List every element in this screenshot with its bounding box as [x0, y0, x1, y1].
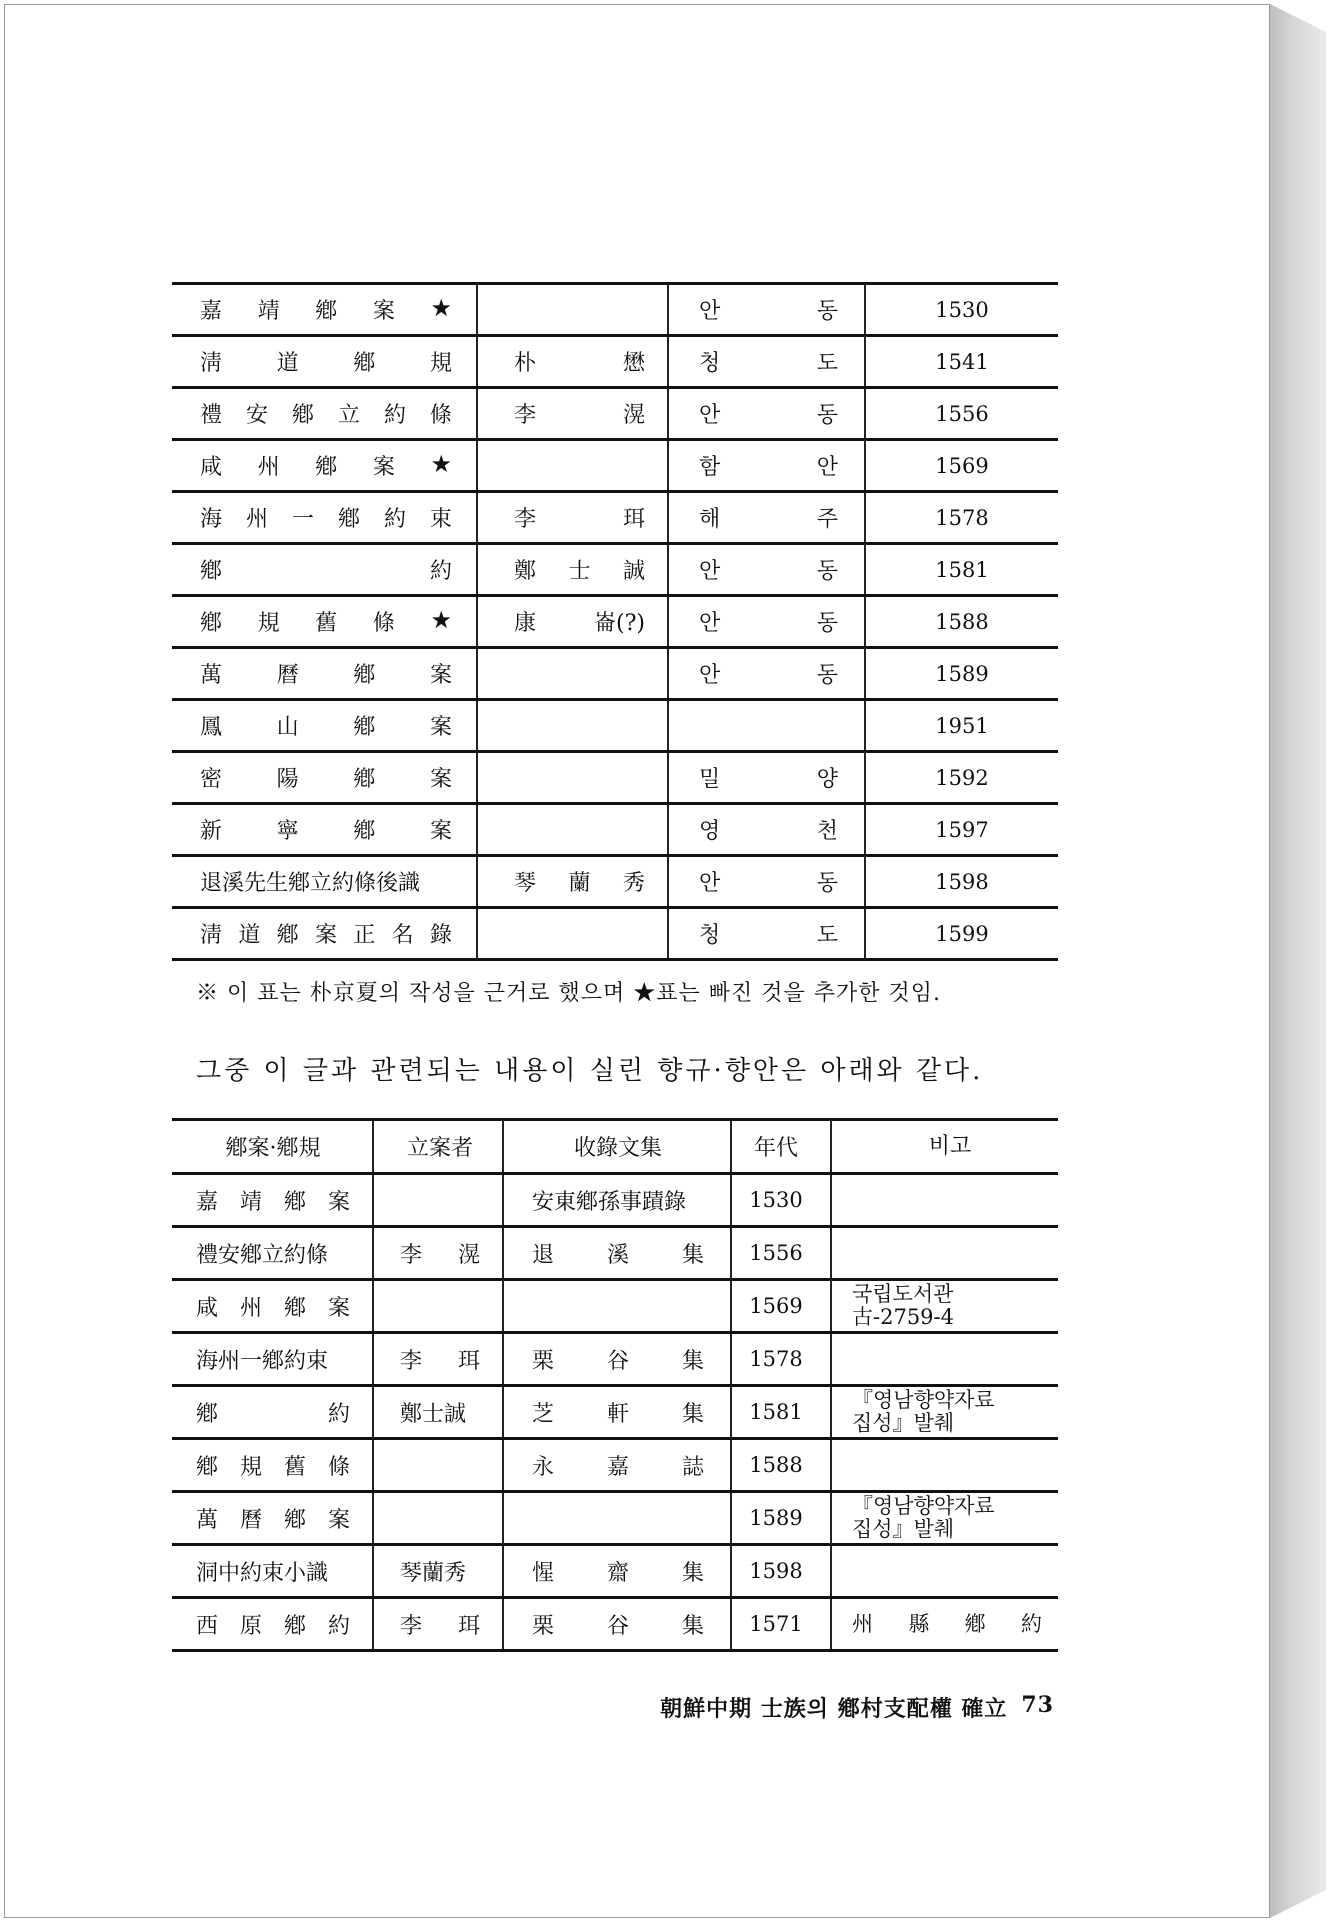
collection-cell [502, 1493, 730, 1543]
title-cell-char: ★ [430, 294, 452, 322]
title-cell [172, 805, 476, 854]
table-row [172, 542, 1058, 594]
year-cell: 1530 [730, 1175, 830, 1225]
title-cell-char: 退溪先生鄕立約條後識 [200, 871, 421, 896]
title-cell-char: 鄕 [353, 715, 376, 740]
author-cell [476, 701, 667, 750]
year-cell: 1588 [730, 1440, 830, 1490]
region-cell-char: 안 [816, 455, 838, 480]
region-cell [667, 493, 864, 542]
region-cell [667, 753, 864, 802]
author-cell-char: 士 [568, 559, 591, 584]
region-cell-char: 밀 [699, 767, 721, 792]
year-cell: 1598 [730, 1546, 830, 1596]
year-cell: 1581 [730, 1387, 830, 1437]
title-cell [172, 1175, 372, 1225]
table-row [172, 1384, 1058, 1437]
author-cell [476, 857, 667, 906]
collection-cell-char: 溪 [606, 1242, 629, 1268]
title-cell-char: 約 [429, 559, 452, 584]
remark-cell [830, 1281, 1058, 1331]
region-cell-char: 안 [699, 871, 721, 896]
title-cell-char: 規 [239, 1454, 262, 1480]
region-cell [667, 857, 864, 906]
collection-cell-char: 谷 [606, 1348, 629, 1374]
title-cell-char: 鄕 [276, 923, 299, 948]
title-cell [172, 1387, 372, 1437]
region-cell-char: 청 [699, 923, 721, 948]
remark-cell-char: 州 [852, 1611, 873, 1636]
table-row [172, 594, 1058, 646]
title-cell-char: 咸 [196, 1295, 219, 1321]
title-cell [172, 545, 476, 594]
author-cell [476, 441, 667, 490]
region-cell-char: 동 [816, 559, 838, 584]
title-cell-char: 規 [429, 351, 452, 376]
author-cell-char: 琴蘭秀 [400, 1560, 467, 1586]
author-cell-char: 琴 [514, 871, 537, 896]
region-cell-char: 동 [816, 663, 838, 688]
remark-line: 집성』발췌 [852, 1411, 955, 1435]
region-cell-char: 양 [816, 767, 838, 792]
title-cell-char: 州 [239, 1295, 262, 1321]
table-row [172, 802, 1058, 854]
title-cell-char: 新 [200, 819, 223, 844]
remark-cell [830, 1175, 1058, 1225]
title-cell-char: 禮安鄕立約條 [196, 1242, 329, 1268]
title-cell-char: 鄕 [283, 1295, 306, 1321]
table-row [172, 1225, 1058, 1278]
collection-cell-char: 集 [681, 1242, 704, 1268]
table-row [172, 386, 1058, 438]
title-cell [172, 1228, 372, 1278]
table-row [172, 438, 1058, 490]
table-row [172, 1543, 1058, 1596]
year-cell: 1569 [864, 441, 1058, 490]
remark-line: 국립도서관 [852, 1282, 954, 1306]
title-cell-char: 道 [238, 923, 261, 948]
title-cell-char: 束 [429, 507, 452, 532]
region-cell [667, 545, 864, 594]
region-cell [667, 701, 864, 750]
header-collection: 收錄文集 [502, 1121, 730, 1172]
year-cell: 1578 [730, 1334, 830, 1384]
title-cell-char: 案 [429, 819, 452, 844]
title-cell-char: 鄕 [283, 1507, 306, 1533]
title-cell-char: 萬 [196, 1507, 219, 1533]
table-row [172, 854, 1058, 906]
hyanggyu-list-table [172, 282, 1058, 961]
collection-cell-char: 嘉 [606, 1454, 629, 1480]
region-cell-char: 주 [816, 507, 838, 532]
collection-cell-char: 芝 [532, 1401, 555, 1427]
author-cell-char: 珥 [457, 1348, 480, 1374]
title-cell-char: 舊 [283, 1454, 306, 1480]
title-cell-char: 鄕 [337, 507, 360, 532]
table-row [172, 1437, 1058, 1490]
title-cell-char: 錄 [429, 923, 452, 948]
hyanggyu-source-table [172, 1118, 1058, 1652]
author-cell [372, 1281, 502, 1331]
remark-cell-char: 約 [1020, 1611, 1042, 1636]
title-cell-char: 約 [383, 507, 406, 532]
author-cell [372, 1546, 502, 1596]
title-cell-char: 山 [276, 715, 299, 740]
title-cell-char: 咸 [200, 455, 223, 480]
title-cell-char: ★ [430, 450, 452, 478]
title-cell [172, 649, 476, 698]
author-cell-char: 李 [400, 1348, 423, 1374]
title-cell-char: 密 [200, 767, 223, 792]
author-cell [476, 753, 667, 802]
title-cell-char: ★ [430, 606, 452, 634]
title-cell-char: 規 [257, 611, 280, 636]
region-cell-char: 안 [699, 611, 721, 636]
title-cell-char: 鄕 [315, 455, 338, 480]
region-cell [667, 597, 864, 646]
year-cell: 1571 [730, 1599, 830, 1649]
author-cell [372, 1387, 502, 1437]
title-cell-char: 海 [200, 507, 223, 532]
title-cell-char: 鄕 [315, 299, 338, 324]
author-cell [372, 1175, 502, 1225]
author-cell [476, 649, 667, 698]
table-row [172, 646, 1058, 698]
year-cell: 1589 [864, 649, 1058, 698]
title-cell-char: 寧 [276, 819, 299, 844]
title-cell-char: 鄕 [353, 767, 376, 792]
region-cell-char: 도 [816, 351, 838, 376]
author-cell-char: 誠 [622, 559, 645, 584]
remark-line: 집성』발췌 [852, 1517, 955, 1541]
title-cell-char: 淸 [200, 923, 223, 948]
header-year: 年代 [730, 1121, 830, 1172]
author-cell [372, 1440, 502, 1490]
year-cell: 1578 [864, 493, 1058, 542]
page-number: 73 [1021, 1692, 1054, 1718]
title-cell-char: 鄕 [196, 1401, 219, 1427]
year-cell: 1951 [864, 701, 1058, 750]
title-cell-char: 鄕 [200, 559, 223, 584]
remark-cell [830, 1334, 1058, 1384]
year-cell: 1592 [864, 753, 1058, 802]
collection-cell-char: 集 [681, 1560, 704, 1586]
author-cell-char: 康 [514, 611, 537, 636]
title-cell-char: 洞中約束小識 [196, 1560, 329, 1586]
title-cell-char: 一 [291, 507, 314, 532]
collection-cell-char: 集 [681, 1613, 704, 1639]
title-cell-char: 陽 [276, 767, 299, 792]
page-edge [1270, 4, 1326, 1918]
title-cell-char: 鄕 [291, 403, 314, 428]
title-cell-char: 鄕 [283, 1613, 306, 1639]
year-cell: 1589 [730, 1493, 830, 1543]
year-cell: 1556 [864, 389, 1058, 438]
title-cell-char: 淸 [200, 351, 223, 376]
year-cell: 1581 [864, 545, 1058, 594]
remark-cell [830, 1546, 1058, 1596]
title-cell [172, 1334, 372, 1384]
year-cell: 1530 [864, 285, 1058, 334]
author-cell [476, 597, 667, 646]
table-row [172, 490, 1058, 542]
collection-cell-char: 永 [532, 1454, 555, 1480]
author-cell-char: 秀 [622, 871, 645, 896]
title-cell-char: 曆 [239, 1507, 262, 1533]
remark-cell-char: 縣 [908, 1611, 930, 1636]
table-row [172, 334, 1058, 386]
title-cell [172, 597, 476, 646]
header-title: 鄕案·鄕規 [225, 1136, 321, 1161]
title-cell-char: 條 [372, 611, 395, 636]
year-cell: 1599 [864, 909, 1058, 958]
author-cell-char: 李 [514, 403, 537, 428]
title-cell-char: 靖 [257, 299, 280, 324]
title-cell-char: 州 [257, 455, 280, 480]
title-cell-char: 海州一鄕約束 [196, 1348, 329, 1374]
author-cell-char: 滉 [457, 1242, 480, 1268]
region-cell-char: 영 [699, 819, 721, 844]
collection-cell-char: 軒 [606, 1401, 629, 1427]
author-cell-char: 珥 [622, 507, 645, 532]
title-cell [172, 1281, 372, 1331]
author-cell-char: 鄭 [514, 559, 537, 584]
author-cell-char: 滉 [622, 403, 645, 428]
title-cell-char: 立 [337, 403, 360, 428]
region-cell [667, 805, 864, 854]
title-cell [172, 701, 476, 750]
body-paragraph: 그중 이 글과 관련되는 내용이 실린 향규·향안은 아래와 같다. [196, 1056, 984, 1086]
title-cell-char: 約 [383, 403, 406, 428]
title-cell [172, 753, 476, 802]
author-cell [476, 389, 667, 438]
remark-cell [830, 1493, 1058, 1543]
title-cell [172, 441, 476, 490]
remark-line: 『영남향약자료 [852, 1388, 995, 1412]
page-footer [604, 1692, 1054, 1723]
title-cell-char: 鳳 [200, 715, 223, 740]
title-cell [172, 493, 476, 542]
title-cell-char: 鄕 [200, 611, 223, 636]
author-cell [476, 909, 667, 958]
title-cell-char: 案 [327, 1295, 350, 1321]
title-cell-char: 鄕 [353, 819, 376, 844]
title-cell-char: 案 [327, 1507, 350, 1533]
region-cell-char: 안 [699, 559, 721, 584]
year-cell: 1541 [864, 337, 1058, 386]
author-cell-char: 李 [514, 507, 537, 532]
table-row [172, 698, 1058, 750]
author-cell [476, 285, 667, 334]
remark-cell-char: 鄕 [964, 1611, 986, 1636]
region-cell [667, 909, 864, 958]
author-cell [476, 545, 667, 594]
remark-cell [830, 1387, 1058, 1437]
table-row [172, 1278, 1058, 1331]
author-cell-char: 鄭士誠 [400, 1401, 467, 1427]
author-cell-char: 朴 [514, 351, 537, 376]
title-cell-char: 鄕 [353, 663, 376, 688]
collection-cell [502, 1599, 730, 1649]
title-cell-char: 州 [245, 507, 268, 532]
title-cell-char: 鄕 [353, 351, 376, 376]
table-row [172, 282, 1058, 334]
title-cell-char: 案 [327, 1189, 350, 1215]
region-cell [667, 649, 864, 698]
remark-cell [830, 1440, 1058, 1490]
collection-cell-char: 谷 [606, 1613, 629, 1639]
title-cell-char: 名 [391, 923, 414, 948]
year-cell: 1597 [864, 805, 1058, 854]
remark-line: 古-2759-4 [852, 1305, 954, 1329]
year-cell: 1556 [730, 1228, 830, 1278]
collection-cell [502, 1228, 730, 1278]
table-row [172, 906, 1058, 961]
table-row [172, 1490, 1058, 1543]
year-cell: 1598 [864, 857, 1058, 906]
author-cell [476, 493, 667, 542]
title-cell-char: 案 [372, 455, 395, 480]
title-cell-char: 靖 [239, 1189, 262, 1215]
region-cell-char: 천 [816, 819, 838, 844]
region-cell-char: 청 [699, 351, 721, 376]
collection-cell [502, 1440, 730, 1490]
title-cell [172, 1440, 372, 1490]
title-cell-char: 案 [372, 299, 395, 324]
header-author: 立案者 [372, 1121, 502, 1172]
author-cell-char: 蘭 [568, 871, 591, 896]
remark-cell [830, 1228, 1058, 1278]
table-row [172, 1172, 1058, 1225]
title-cell-char: 案 [429, 663, 452, 688]
author-cell [476, 337, 667, 386]
running-title: 朝鮮中期 士族의 鄕村支配權 確立 [660, 1696, 1008, 1722]
table-row [172, 750, 1058, 802]
table-header-row [172, 1118, 1058, 1172]
collection-cell-char: 退 [532, 1242, 555, 1268]
collection-cell-char: 齋 [606, 1560, 629, 1586]
author-cell-char: 李 [400, 1242, 423, 1268]
region-cell-char: 도 [816, 923, 838, 948]
title-cell-char: 嘉 [200, 299, 223, 324]
region-cell-char: 해 [699, 507, 721, 532]
title-cell-char: 案 [314, 923, 337, 948]
title-cell [172, 337, 476, 386]
region-cell-char: 동 [816, 871, 838, 896]
author-cell-char: 崙(?) [594, 611, 645, 636]
author-cell [372, 1599, 502, 1649]
title-cell [172, 1546, 372, 1596]
author-cell-char: 懋 [622, 351, 645, 376]
region-cell-char: 동 [816, 403, 838, 428]
title-cell-char: 條 [327, 1454, 350, 1480]
author-cell-char: 李 [400, 1613, 423, 1639]
title-cell [172, 909, 476, 958]
collection-cell-char: 集 [681, 1401, 704, 1427]
title-cell-char: 原 [239, 1613, 262, 1639]
table-footnote: ※ 이 표는 朴京夏의 작성을 근거로 했으며 ★표는 빠진 것을 추가한 것임. [196, 981, 941, 1006]
title-cell-char: 鄕 [283, 1189, 306, 1215]
title-cell-char: 約 [327, 1401, 350, 1427]
region-cell-char: 안 [699, 299, 721, 324]
region-cell [667, 285, 864, 334]
collection-cell [502, 1546, 730, 1596]
title-cell-char: 嘉 [196, 1189, 219, 1215]
author-cell [372, 1334, 502, 1384]
collection-cell [502, 1281, 730, 1331]
region-cell-char: 함 [699, 455, 721, 480]
title-cell [172, 1599, 372, 1649]
title-cell-char: 道 [276, 351, 299, 376]
title-cell-char: 鄕 [196, 1454, 219, 1480]
region-cell [667, 441, 864, 490]
title-cell-char: 舊 [315, 611, 338, 636]
title-cell [172, 857, 476, 906]
header-remark: 비고 [830, 1121, 1058, 1172]
title-cell [172, 285, 476, 334]
collection-cell-char: 栗 [532, 1348, 555, 1374]
title-cell [172, 389, 476, 438]
title-cell-char: 案 [429, 767, 452, 792]
remark-cell [830, 1599, 1058, 1649]
title-cell-char: 案 [429, 715, 452, 740]
title-cell-char: 條 [429, 403, 452, 428]
title-cell-char: 萬 [200, 663, 223, 688]
title-cell-char: 曆 [276, 663, 299, 688]
table-row [172, 1331, 1058, 1384]
title-cell [172, 1493, 372, 1543]
region-cell-char: 안 [699, 663, 721, 688]
author-cell [372, 1493, 502, 1543]
author-cell-char: 珥 [457, 1613, 480, 1639]
collection-cell [502, 1334, 730, 1384]
collection-cell [502, 1387, 730, 1437]
collection-cell-char: 栗 [532, 1613, 555, 1639]
title-cell-char: 安 [245, 403, 268, 428]
table-row [172, 1596, 1058, 1652]
author-cell [372, 1228, 502, 1278]
title-cell-char: 禮 [200, 403, 223, 428]
collection-cell-char: 集 [681, 1348, 704, 1374]
region-cell [667, 337, 864, 386]
remark-line: 『영남향약자료 [852, 1494, 995, 1518]
collection-cell [502, 1175, 730, 1225]
title-cell-char: 正 [353, 923, 376, 948]
collection-cell-char: 惺 [532, 1560, 555, 1586]
year-cell: 1569 [730, 1281, 830, 1331]
title-cell-char: 約 [327, 1613, 350, 1639]
collection-cell-char: 安東鄕孫事蹟錄 [532, 1189, 687, 1215]
region-cell-char: 동 [816, 299, 838, 324]
region-cell-char: 동 [816, 611, 838, 636]
region-cell-char: 안 [699, 403, 721, 428]
author-cell [476, 805, 667, 854]
collection-cell-char: 誌 [681, 1454, 704, 1480]
year-cell: 1588 [864, 597, 1058, 646]
region-cell [667, 389, 864, 438]
title-cell-char: 西 [196, 1613, 219, 1639]
